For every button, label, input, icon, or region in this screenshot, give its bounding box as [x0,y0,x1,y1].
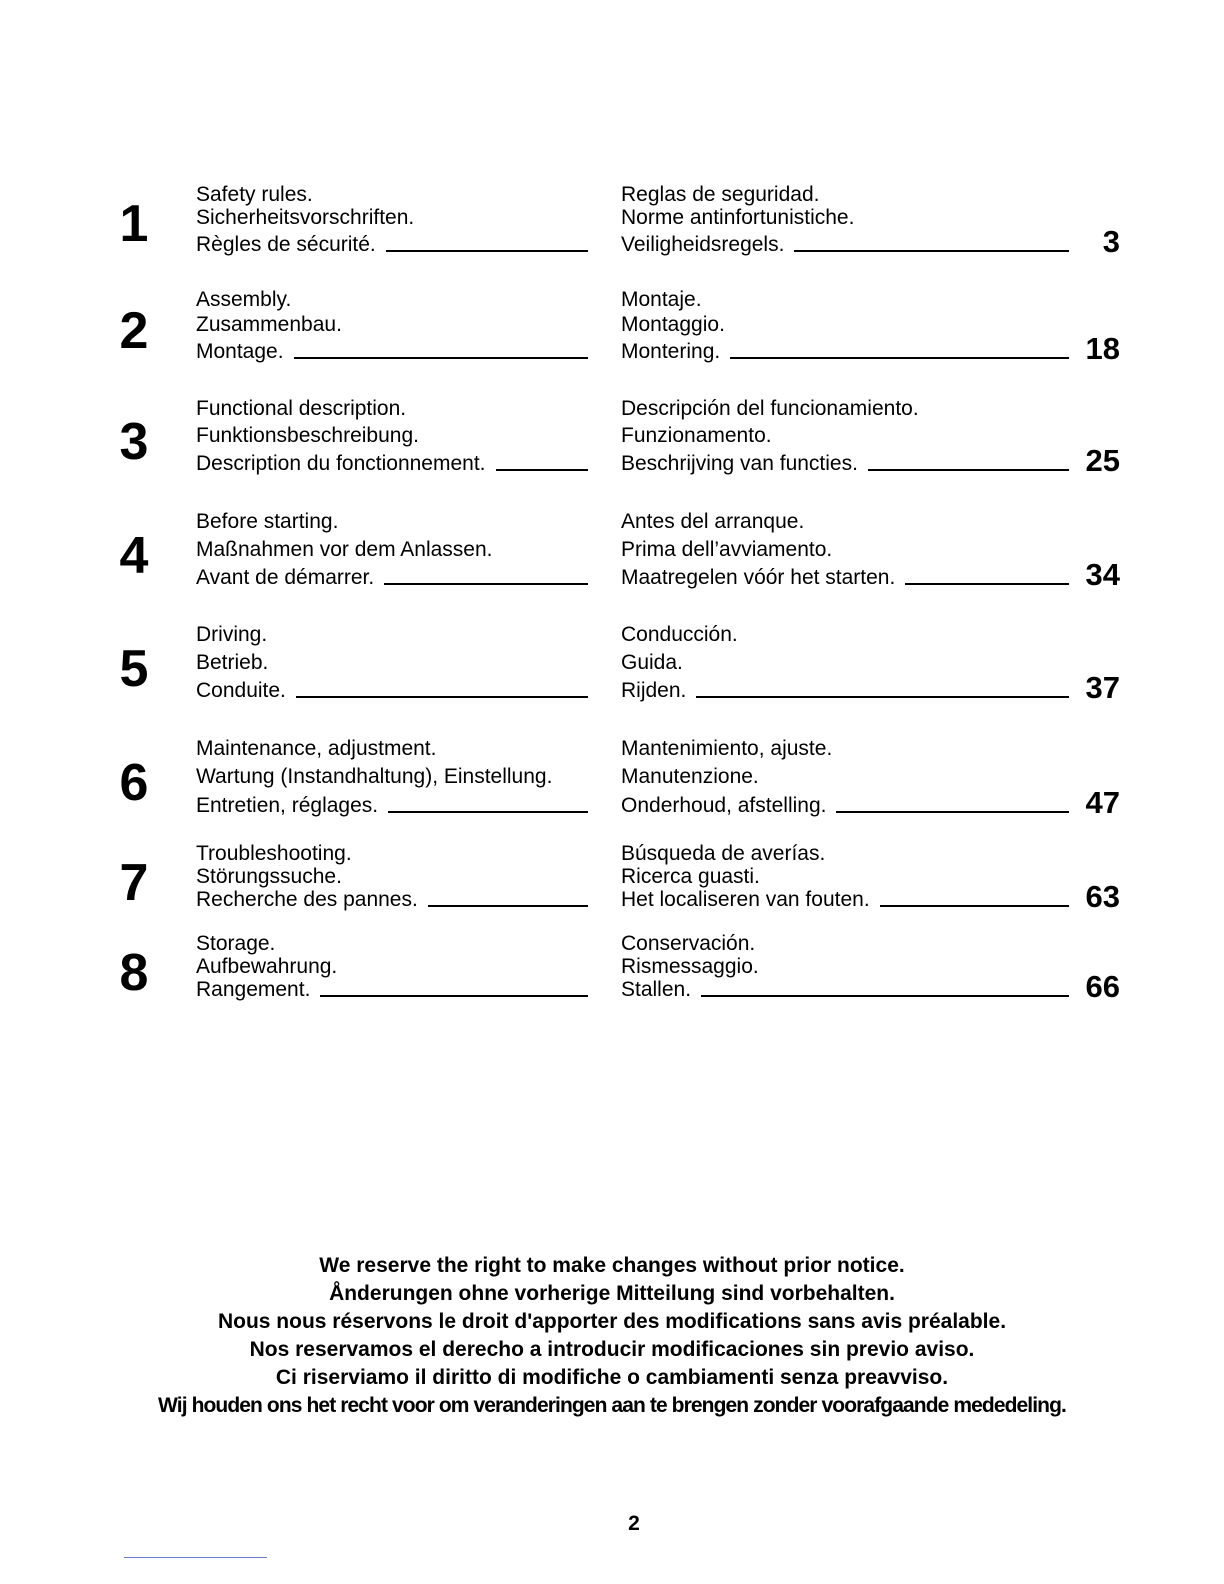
toc-entry-title: Driving. [196,623,268,646]
toc-entry-title: Betrieb. [196,651,269,674]
leader-line [701,995,1069,997]
page-reference: 47 [1085,785,1120,820]
leader-line [428,905,588,907]
toc-entry-title: Onderhoud, afstelling. [621,794,827,817]
leader-line [730,357,1069,359]
toc-entry-title: Funktionsbeschreibung. [196,424,419,447]
toc-entry-title: Avant de démarrer. [196,566,375,589]
section-number: 3 [119,413,149,471]
leader-line [696,696,1069,698]
section-number: 4 [119,527,149,585]
toc-entry-title: Assembly. [196,288,292,311]
notice-line-nl: Wij houden ons het recht voor om veranderingen aan te brengen zonder voorafgaande mededeling. [158,1394,1066,1417]
toc-entry-title: Ricerca guasti. [621,865,760,888]
toc-entry-title: Aufbewahrung. [196,955,338,978]
section-number: 7 [119,854,149,912]
toc-entry-title: Montage. [196,340,284,363]
section-number: 8 [119,944,149,1002]
notice-line-de: Ånderungen ohne vorherige Mitteilung sind vorbehalten. [329,1282,895,1305]
toc-entry-title: Maatregelen vóór het starten. [621,566,896,589]
toc-entry-title: Rangement. [196,978,311,1001]
toc-entry-title: Störungssuche. [196,865,342,888]
toc-entry-title: Storage. [196,932,276,955]
page-reference: 25 [1085,443,1120,478]
page-reference: 66 [1085,969,1120,1004]
toc-entry-title: Descripción del funcionamiento. [621,397,919,420]
notice-line-es: Nos reservamos el derecho a introducir modificaciones sin previo aviso. [249,1338,975,1361]
toc-entry-title: Funzionamento. [621,424,772,447]
toc-entry-title: Guida. [621,651,683,674]
toc-entry-title: Zusammenbau. [196,313,342,336]
section-number: 2 [119,302,149,360]
section-number: 6 [119,754,149,812]
toc-entry-title: Entretien, réglages. [196,794,379,817]
toc-entry-title: Mantenimiento, ajuste. [621,737,833,760]
page-reference: 34 [1085,557,1120,592]
toc-entry-title: Règles de sécurité. [196,233,376,256]
toc-entry-title: Antes del arranque. [621,510,805,533]
section-number: 5 [119,640,149,698]
leader-line [384,583,588,585]
leader-line [836,811,1069,813]
leader-line [496,469,589,471]
leader-line [388,811,588,813]
toc-entry-title: Conducción. [621,623,738,646]
leader-line [868,469,1069,471]
page-reference: 63 [1085,879,1120,914]
leader-line [386,250,588,252]
notice-line-it: Ci riserviamo il diritto di modifiche o cambiamenti senza preavviso. [275,1366,949,1389]
toc-entry-title: Description du fonctionnement. [196,452,486,475]
leader-line [905,583,1069,585]
toc-entry-title: Montering. [621,340,721,363]
toc-entry-title: Conduite. [196,679,286,702]
toc-entry-title: Búsqueda de averías. [621,842,826,865]
page-reference: 37 [1085,670,1120,705]
toc-entry-title: Maintenance, adjustment. [196,737,437,760]
toc-entry-title: Het localiseren van fouten. [621,888,870,911]
toc-entry-title: Recherche des pannes. [196,888,418,911]
leader-line [320,995,588,997]
change-notice [0,1252,1224,1420]
leader-line [794,250,1069,252]
footer-rule [124,1557,267,1558]
toc-entry-title: Prima dell’avviamento. [621,538,833,561]
notice-line-fr: Nous nous réservons le droit d'apporter des modifications sans avis préalable. [217,1310,1007,1333]
toc-entry-title: Sicherheitsvorschriften. [196,206,415,229]
toc-entry-title: Functional description. [196,397,407,420]
toc-entry-title: Wartung (Instandhaltung), Einstellung. [196,765,553,788]
toc-entry-title: Stallen. [621,978,692,1001]
toc-entry-title: Montaggio. [621,313,725,336]
toc-entry-title: Maßnahmen vor dem Anlassen. [196,538,493,561]
toc-entry-title: Rismessaggio. [621,955,759,978]
toc-entry-title: Norme antinfortunistiche. [621,206,855,229]
page-reference: 3 [1102,224,1120,259]
toc-entry-title: Safety rules. [196,183,313,206]
toc-entry-title: Montaje. [621,288,702,311]
toc-entry-title: Before starting. [196,510,339,533]
toc-entry-title: Troubleshooting. [196,842,352,865]
toc-entry-title: Manutenzione. [621,765,759,788]
toc-entry-title: Beschrijving van functies. [621,452,858,475]
notice-line-en: We reserve the right to make changes without prior notice. [319,1254,905,1277]
toc-entry-title: Reglas de seguridad. [621,183,820,206]
leader-line [880,905,1069,907]
leader-line [294,357,588,359]
toc-entry-title: Conservación. [621,932,756,955]
page-reference: 18 [1085,331,1120,366]
toc-entry-title: Rijden. [621,679,687,702]
page-number: 2 [628,1512,640,1535]
section-number: 1 [119,195,149,253]
leader-line [296,696,588,698]
toc-entry-title: Veiligheidsregels. [621,233,785,256]
